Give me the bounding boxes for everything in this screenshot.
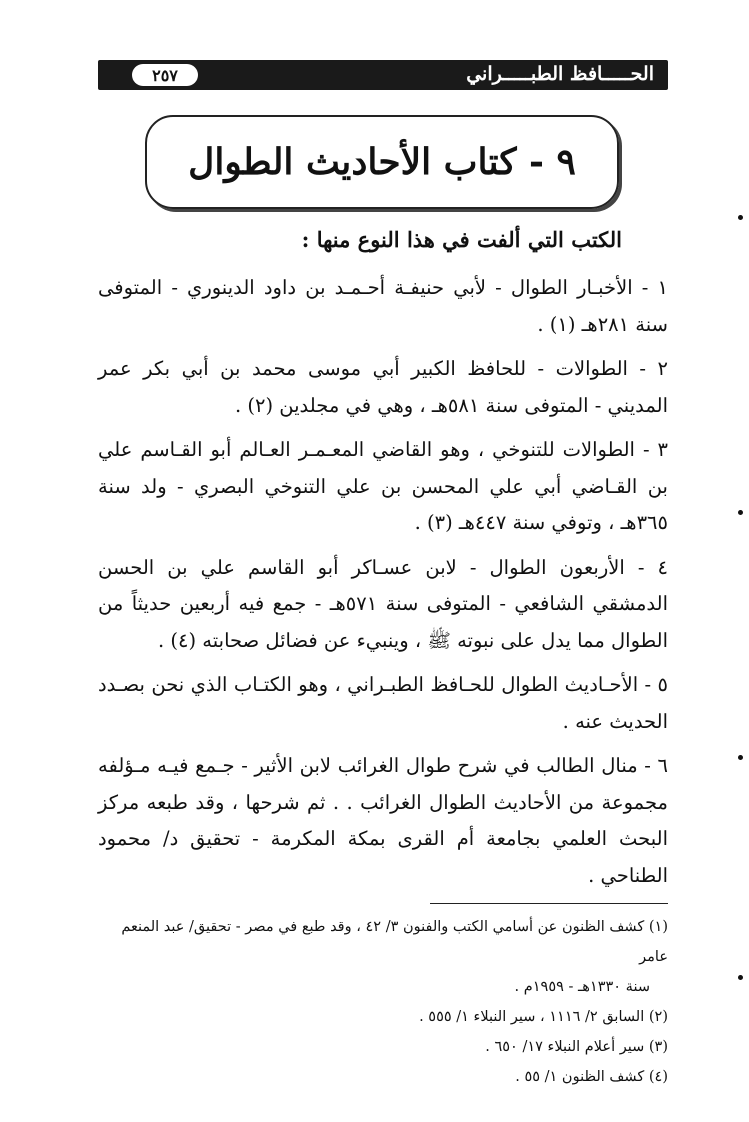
footnote-3: (٣) سير أعلام النبلاء ١٧/ ٦٥٠ . — [485, 1039, 668, 1055]
intro-heading: الكتب التي ألفت في هذا النوع منها : — [301, 227, 622, 252]
scan-mark — [738, 755, 743, 760]
list-item: ١ - الأخبـار الطوال - لأبي حنيفـة أحـمـد بن داود الدينوري - المتوفى سنة ٢٨١هـ (١) . — [98, 276, 668, 336]
list-item: ٤ - الأربعون الطوال - لابن عسـاكر أبو القاسم علي بن الحسن الدمشقي الشافعي - المتوفى سنة ٥٧١هـ - جمع فيه أربعين حديثاً من الطوال مما يدل على نبوته ﷺ ، وينبيء عن فضائل صحابته (٤) . — [98, 555, 669, 652]
page-number: ٢٥٧ — [132, 64, 198, 86]
book-list — [98, 270, 668, 894]
list-item: ٦ - منال الطالب في شرح طوال الغرائب لابن الأثير - جـمع فيـه مـؤلفه مجموعة من الأحاديث الطوال الغرائب . . ثم شرحها ، وقد طبعه مركز البحث العلمي بجامعة أم القرى بمكة المكرمة - تحقيق د/ محمود الطناحي . — [98, 754, 668, 887]
footnote-1: (١) كشف الظنون عن أسامي الكتب والفنون ٣/ ٤٢ ، وقد طبع في مصر - تحقيق/ عبد المنعم عامر — [121, 919, 668, 965]
scan-mark — [738, 510, 743, 515]
list-item: ٣ - الطوالات للتنوخي ، وهو القاضي المعـمـر العـالم أبو القـاسم علي بن القـاضي أبي علي المحسن بن علي التنوخي البصري - ولد سنة ٣٦٥هـ ، وتوفي سنة ٤٤٧هـ (٣) . — [98, 438, 668, 534]
running-title: الحـــــافظ الطبـــــراني — [466, 63, 654, 85]
footnote-divider — [430, 903, 668, 904]
list-item: ٢ - الطوالات - للحافظ الكبير أبي موسى محمد بن أبي بكر عمر المديني - المتوفى سنة ٥٨١هـ ، وهي في مجلدين (٢) . — [98, 357, 668, 417]
footnote-4: (٤) كشف الظنون ١/ ٥٥ . — [515, 1069, 668, 1085]
chapter-title: ٩ - كتاب الأحاديث الطوال — [188, 141, 576, 183]
list-item: ٥ - الأحـاديث الطوال للحـافظ الطبـراني ، وهو الكتـاب الذي نحن بصـدد الحديث عنه . — [98, 673, 668, 733]
scan-mark — [738, 975, 743, 980]
chapter-title-frame — [145, 115, 619, 209]
footnote-2: (٢) السابق ٢/ ١١١٦ ، سير النبلاء ١/ ٥٥٥ . — [419, 1009, 668, 1025]
footnotes — [98, 912, 668, 1092]
running-header — [98, 60, 668, 90]
scan-mark — [738, 215, 743, 220]
footnote-1-continuation: سنة ١٣٣٠هـ - ١٩٥٩م . — [514, 979, 650, 995]
